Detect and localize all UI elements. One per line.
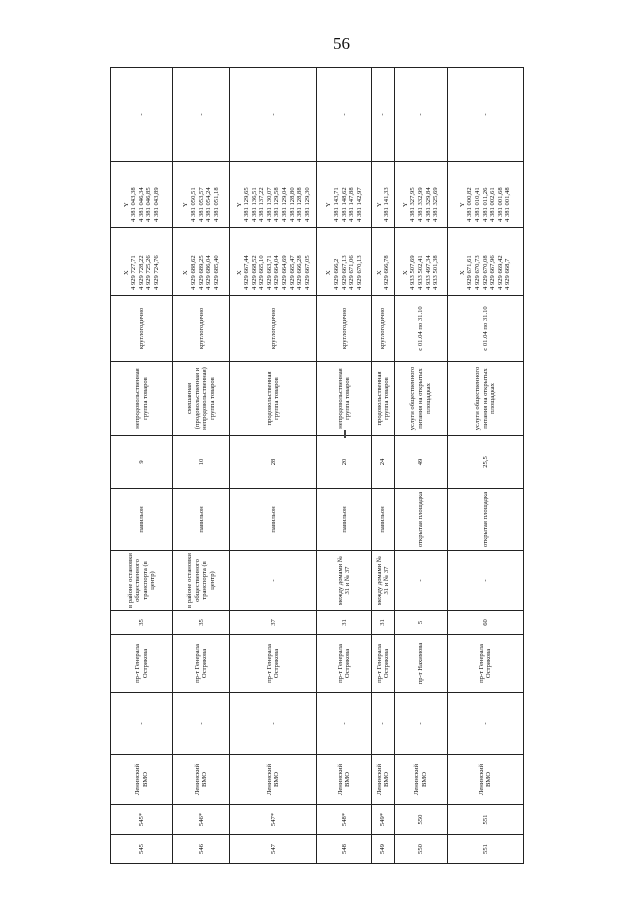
table-row [111,68,173,864]
cell-specialization: услуги общественного питания на открытых площадках [394,362,447,436]
cell-area: 9 [111,436,173,489]
cell-coords-y [447,162,523,228]
cell-area: 28 [230,436,317,489]
cell-coords-x [230,228,317,296]
cell-object-type: открытая площадка [447,489,523,551]
coord-value: 4 381 148,62 [340,187,348,222]
coord-value: 4 929 668,52 [250,255,258,290]
cell-specialization: продовольственная группа товаров [372,362,395,436]
cell-col4: - [173,693,230,755]
coord-value: 4 929 670,13 [355,255,363,290]
table-row [173,68,230,864]
coord-value: 4 381 147,88 [348,187,356,222]
coord-value: 4 381 128,88 [296,187,304,222]
coord-axis-label: Y [458,202,466,208]
coord-value: 4 381 046,34 [137,187,145,222]
coord-value: 4 381 137,22 [258,187,266,222]
coord-value: 4 929 689,25 [197,255,205,290]
cell-period: с 01.04 по 31.10 [447,296,523,362]
coord-value: 4 381 130,07 [265,187,273,222]
cell-street: пр-т Генерала Острякова [173,635,230,693]
coord-value: 4 929 664,69 [281,255,288,290]
coord-axis-label: X [375,270,383,276]
cell-object-type: павильон [372,489,395,551]
cell-coords-y [173,162,230,228]
coord-axis-label: Y [325,202,333,208]
cell-house: 60 [447,611,523,635]
cell-object-type: павильон [111,489,173,551]
coord-axis-label: X [458,270,466,276]
cell-district: Ленинский ВМО [317,755,372,805]
coord-value: 4 929 670,73 [473,255,481,290]
coord-axis-label: X [235,270,243,276]
cell-plan-num: 548* [317,805,372,835]
coord-value: 4 929 686,04 [205,255,213,290]
cell-area: 49 [394,436,447,489]
coord-value: 4 381 043,38 [130,187,138,222]
cell-specialization: непродовольственная группа товаров [317,362,372,436]
coord-value: 4 381 002,61 [489,187,497,222]
cell-period: круглогодично [317,296,372,362]
cell-coords-x [317,228,372,296]
table-row [372,68,395,864]
coord-value: 4 929 666,78 [383,255,391,290]
coord-value: 4 929 667,96 [489,255,497,290]
cell-object-type: павильон [317,489,372,551]
cell-plan-num: 551 [447,805,523,835]
cell-col4: - [447,693,523,755]
cell-landmark: в районе остановки общественного транспорта (в центр) [173,551,230,611]
cell-last: - [372,68,395,162]
coord-value: 4 929 667,44 [243,255,251,290]
cell-coords-y [372,162,395,228]
coord-value: 4 933 497,34 [424,255,432,290]
coord-value: 4 929 667,13 [340,255,348,290]
coord-value: 4 381 043,89 [153,187,161,222]
coord-value: 4 381 327,95 [409,187,417,222]
cell-plan-num: 550 [394,805,447,835]
placement-table [110,67,524,864]
cell-street: пр-т Генерала Острякова [447,635,523,693]
cell-house: 35 [173,611,230,635]
coord-axis-label: Y [235,202,243,208]
cell-specialization: смешанная (продовольственная и непродовольственная) группа товаров [173,362,230,436]
coord-value: 4 933 501,38 [432,255,440,290]
cell-last: - [111,68,173,162]
cell-col4: - [394,693,447,755]
cell-col4: - [230,693,317,755]
cell-district: Ленинский ВМО [173,755,230,805]
cell-col4: - [317,693,372,755]
cell-period: круглогодично [173,296,230,362]
coord-value: 4 929 663,71 [265,255,273,290]
cell-landmark: в районе остановки общественного транспорта (в центр) [111,551,173,611]
coord-value: 4 381 001,48 [504,187,512,222]
cell-district: Ленинский ВМО [372,755,395,805]
cell-landmark: - [447,551,523,611]
cell-num: 550 [394,835,447,864]
stray-mark [344,430,346,438]
coord-axis-label: X [182,270,190,276]
coord-value: 4 381 136,51 [250,187,258,222]
cell-landmark: между домами № 31 и № 37 [317,551,372,611]
cell-num: 549 [372,835,395,864]
cell-last: - [230,68,317,162]
cell-landmark: между домами № 31 и № 37 [372,551,395,611]
cell-district: Ленинский ВМО [230,755,317,805]
coord-axis-label: X [122,270,130,276]
coord-value: 4 929 688,62 [190,255,197,290]
coord-value: 4 933 507,69 [409,255,417,290]
cell-landmark: - [394,551,447,611]
cell-street: пр-т Генерала Острякова [230,635,317,693]
coord-value: 4 929 725,26 [145,255,153,290]
cell-district: Ленинский ВМО [394,755,447,805]
cell-col4: - [111,693,173,755]
coord-value: 4 929 727,71 [130,255,138,290]
coord-value: 4 929 724,76 [153,255,161,290]
cell-plan-num: 549* [372,805,395,835]
coord-value: 4 381 128,80 [288,187,296,222]
coord-value: 4 381 011,26 [481,187,489,222]
cell-object-type: павильон [173,489,230,551]
cell-num: 551 [447,835,523,864]
cell-object-type: павильон [230,489,317,551]
coord-value: 4 929 685,40 [212,255,220,290]
cell-landmark: - [230,551,317,611]
coord-value: 4 381 054,24 [205,187,213,222]
cell-specialization: непродовольственная группа товаров [111,362,173,436]
coord-value: 4 381 142,97 [355,187,363,222]
coord-value: 4 381 046,85 [145,187,153,222]
cell-period: круглогодично [372,296,395,362]
coord-value: 4 381 000,82 [466,187,474,222]
table-row [230,68,317,864]
cell-period: круглогодично [230,296,317,362]
cell-area: 20 [317,436,372,489]
cell-coords-x [111,228,173,296]
coord-value: 4 381 050,51 [190,187,197,222]
cell-area: 24 [372,436,395,489]
cell-specialization: продовольственная группа товаров [230,362,317,436]
coord-value: 4 929 671,61 [466,255,474,290]
cell-plan-num: 545* [111,805,173,835]
coord-value: 4 929 728,22 [137,255,145,290]
coord-axis-label: Y [122,202,130,208]
coord-value: 4 929 667,05 [303,255,311,290]
coord-value: 4 929 670,08 [481,255,489,290]
coord-axis-label: Y [182,202,190,208]
cell-district: Ленинский ВМО [447,755,523,805]
coord-value: 4 381 141,33 [383,187,391,222]
cell-last: - [173,68,230,162]
cell-plan-num: 546* [173,805,230,835]
cell-coords-y [317,162,372,228]
coord-value: 4 381 051,18 [212,187,220,222]
coord-axis-label: Y [401,202,409,208]
coord-value: 4 929 669,42 [496,255,504,290]
coord-value: 4 381 001,68 [496,187,504,222]
cell-last: - [447,68,523,162]
coord-value: 4 929 666,28 [296,255,304,290]
cell-period: круглогодично [111,296,173,362]
coord-value: 4 381 332,99 [416,187,424,222]
cell-house: 31 [317,611,372,635]
coord-value: 4 381 329,84 [424,187,432,222]
cell-coords-y [230,162,317,228]
cell-street: пр-т Нахимова [394,635,447,693]
cell-street: пр-т Генерала Острякова [111,635,173,693]
coord-value: 4 929 665,47 [288,255,296,290]
cell-house: 37 [230,611,317,635]
coord-value: 4 929 668,7 [504,258,512,290]
cell-plan-num: 547* [230,805,317,835]
cell-coords-x [173,228,230,296]
table-body [111,68,524,864]
cell-coords-x [447,228,523,296]
coord-value: 4 381 010,41 [473,187,481,222]
coord-value: 4 929 671,06 [348,255,356,290]
cell-last: - [394,68,447,162]
cell-last: - [317,68,372,162]
cell-street: пр-т Генерала Острякова [372,635,395,693]
cell-num: 548 [317,835,372,864]
rotated-table-wrapper [110,68,524,864]
coord-value: 4 381 053,57 [197,187,205,222]
cell-num: 546 [173,835,230,864]
cell-house: 31 [372,611,395,635]
cell-num: 547 [230,835,317,864]
table-row [447,68,523,864]
coord-axis-label: Y [375,202,383,208]
coord-axis-label: X [325,270,333,276]
cell-house: 5 [394,611,447,635]
cell-col4: - [372,693,395,755]
page-number: 56 [333,34,350,53]
cell-coords-x [372,228,395,296]
cell-object-type: открытая площадка [394,489,447,551]
coord-axis-label: X [401,270,409,276]
cell-area: 10 [173,436,230,489]
cell-house: 35 [111,611,173,635]
table-row [317,68,372,864]
cell-num: 545 [111,835,173,864]
coord-value: 4 929 664,04 [273,255,281,290]
cell-coords-y [394,162,447,228]
cell-period: с 01.04 по 31.10 [394,296,447,362]
coord-value: 4 929 666,2 [333,258,341,290]
coord-value: 4 381 325,69 [432,187,440,222]
coord-value: 4 381 129,30 [303,187,311,222]
cell-area: 25,5 [447,436,523,489]
coord-value: 4 381 143,71 [333,187,341,222]
cell-coords-x [394,228,447,296]
cell-street: пр-т Генерала Острякова [317,635,372,693]
coord-value: 4 381 129,58 [273,187,281,222]
coord-value: 4 381 129,04 [281,187,288,222]
coord-value: 4 929 665,10 [258,255,266,290]
cell-coords-y [111,162,173,228]
cell-district: Ленинский ВМО [111,755,173,805]
coord-value: 4 381 129,65 [243,187,251,222]
cell-specialization: услуги общественного питания на открытых площадках [447,362,523,436]
coord-value: 4 933 502,41 [416,255,424,290]
table-row [394,68,447,864]
